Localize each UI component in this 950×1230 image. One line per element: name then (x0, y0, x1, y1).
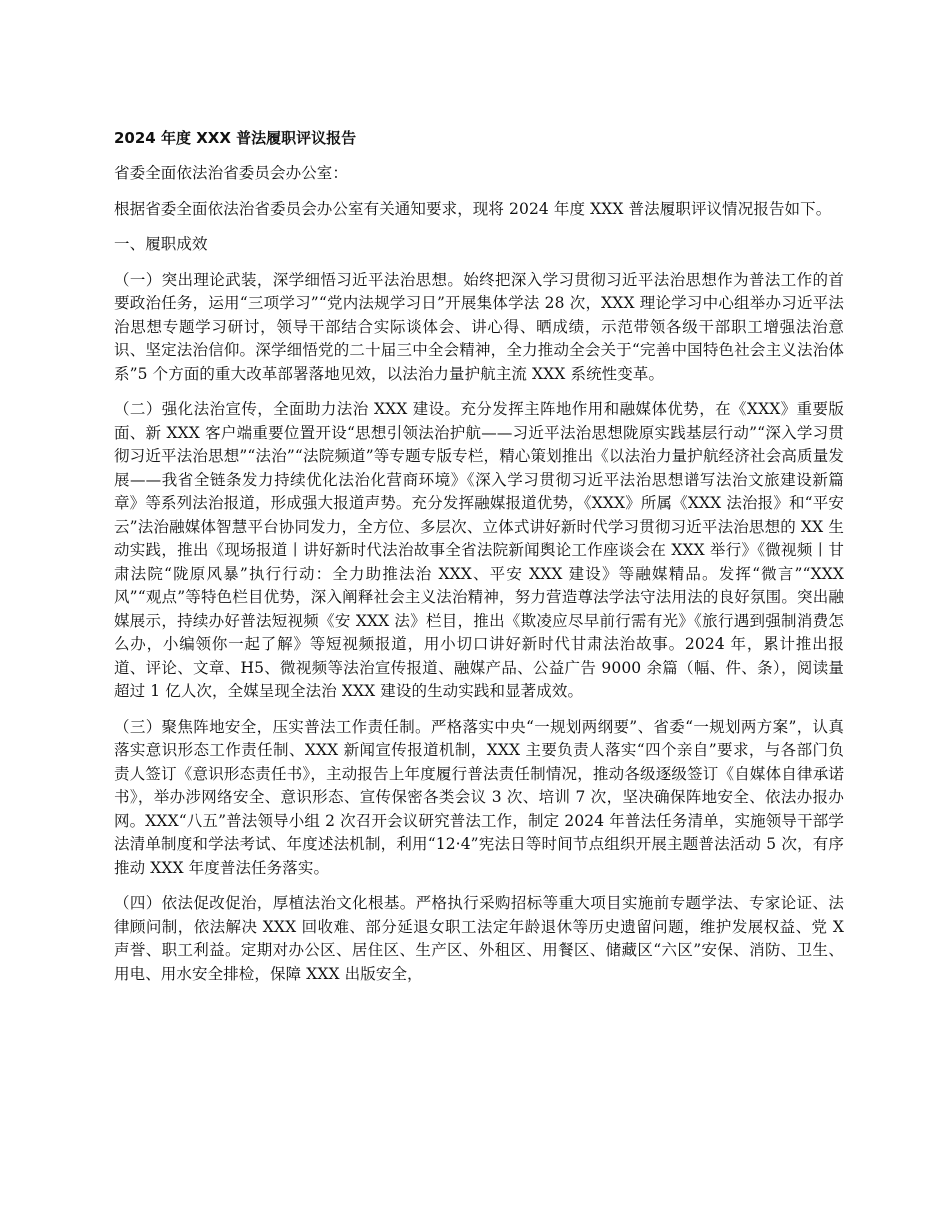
paragraph-4: （四）依法促改促治，厚植法治文化根基。严格执行采购招标等重大项目实施前专题学法、专家论证、法律顾问制，依法解决 XXX 回收难、部分延退女职工法定年龄退休等历史遗留问题，维护发展权益、党 X 声誉、职工利益。定期对办公区、居住区、生产区、外租区、用餐区、储藏区“六区”安保、消防、卫生、用电、用水安全排检，保障 XXX 出版安全， (114, 894, 844, 983)
document-body (114, 128, 844, 998)
paragraph-1: （一）突出理论武装，深学细悟习近平法治思想。始终把深入学习贯彻习近平法治思想作为普法工作的首要政治任务，运用“三项学习”“党内法规学习日”开展集体学法 28 次，XXX 理论学习中心组举办习近平法治思想专题学习研讨，领导干部结合实际谈体会、讲心得、晒成绩，示范带领各级干部职工增强法治意识、坚定法治信仰。深学细悟党的二十届三中全会精神，全力推动全会关于“完善中国特色社会主义法治体系”5 个方面的重大改革部署落地见效，以法治力量护航主流 XXX 系统性变革。 (114, 270, 844, 383)
section-heading: 一、履职成效 (114, 235, 208, 253)
paragraph-2: （二）强化法治宣传，全面助力法治 XXX 建设。充分发挥主阵地作用和融媒体优势，在《XXX》重要版面、新 XXX 客户端重要位置开设“思想引领法治护航——习近平法治思想陇原实践基层行动”“深入学习贯彻习近平法治思想”“法治”“法院频道”等专题专版专栏，精心策划推出《以法治力量护航经济社会高质量发展——我省全链条发力持续优化法治化营商环境》《深入学习贯彻习近平法治思想谱写法治文旅建设新篇章》等系列法治报道，形成强大报道声势。充分发挥融媒报道优势，《XXX》所属《XXX 法治报》和“平安云”法治融媒体智慧平台协同发力，全方位、多层次、立体式讲好新时代学习贯彻习近平法治思想的 XX 生动实践，推出《现场报道丨讲好新时代法治故事全省法院新闻舆论工作座谈会在 XXX 举行》《微视频丨甘肃法院“陇原风暴”执行行动：全力助推法治 XXX、平安 XXX 建设》等融媒精品。发挥“微言”“XXX 风”“观点”等特色栏目优势，深入阐释社会主义法治精神，努力营造尊法学法守法用法的良好氛围。突出融媒展示，持续办好普法短视频《安 XXX 法》栏目，推出《欺凌应尽早前行需有光》《旅行遇到强制消费怎么办，小编领你一起了解》等短视频报道，用小切口讲好新时代甘肃法治故事。2024 年，累计推出报道、评论、文章、H5、微视频等法治宣传报道、融媒产品、公益广告 9000 余篇（幅、件、条），阅读量超过 1 亿人次，全媒呈现全法治 XXX 建设的生动实践和显著成效。 (114, 400, 844, 700)
intro-paragraph: 根据省委全面依法治省委员会办公室有关通知要求，现将 2024 年度 XXX 普法履职评议情况报告如下。 (114, 199, 832, 218)
paragraph-3: （三）聚焦阵地安全，压实普法工作责任制。严格落实中央“一规划两纲要”、省委“一规划两方案”，认真落实意识形态工作责任制、XXX 新闻宣传报道机制，XXX 主要负责人落实“四个亲自”要求，与各部门负责人签订《意识形态责任书》，主动报告上年度履行普法责任制情况，推动各级逐级签订《自媒体自律承诺书》，举办涉网络安全、意识形态、宣传保密各类会议 3 次、培训 7 次，坚决确保阵地安全、依法办报办网。XXX“八五”普法领导小组 2 次召开会议研究普法工作，制定 2024 年普法任务清单，实施领导干部学法清单制度和学法考试、年度述法机制，利用“12·4”宪法日等时间节点组织开展主题普法活动 5 次，有序推动 XXX 年度普法任务落实。 (114, 717, 844, 877)
document-title: 2024 年度 XXX 普法履职评议报告 (114, 129, 357, 147)
salutation: 省委全面依法治省委员会办公室： (114, 164, 349, 182)
